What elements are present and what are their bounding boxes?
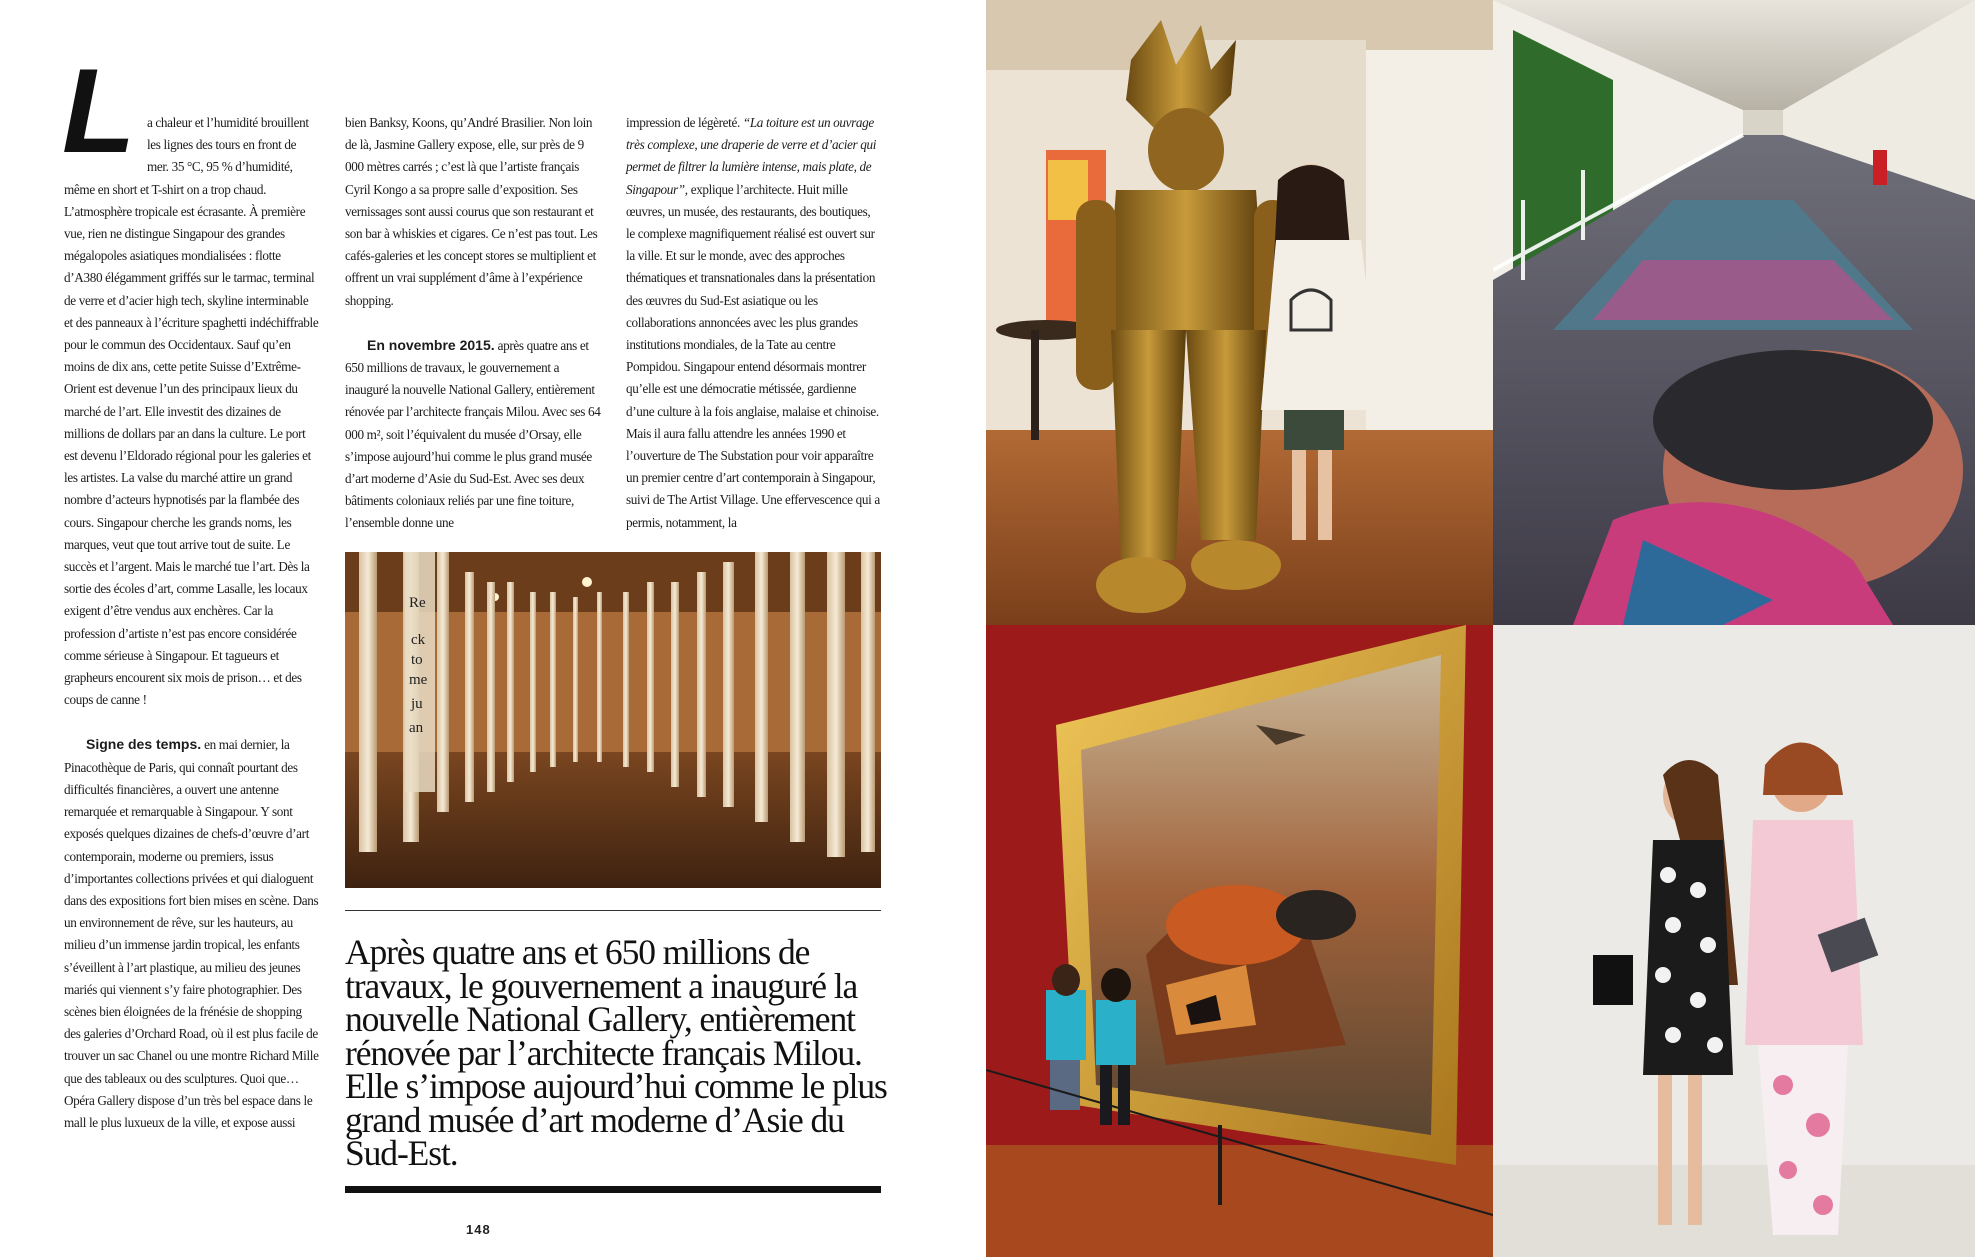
article-paragraph: bien Banksy, Koons, qu’André Brasilier. Non loin de là, Jasmine Gallery expose, elle, sur près de 9 000 mètres carrés ; c’est là que l’artiste français Cyril Kongo a sa propre salle d’exposition. Ses vernissages sont aussi courus que son restaurant et son bar à whiskies et cigares. Ce n’est pas tout. Les cafés-galeries et les concept stores se multiplient et offrent un vrai supplément d’âme à l’expérience shopping. (345, 115, 598, 308)
divider-rule-thick (345, 1186, 881, 1193)
article-column-3 (626, 112, 881, 534)
article-column-2 (345, 112, 605, 535)
photo-painting-children (986, 625, 1493, 1257)
drop-cap: L (62, 44, 135, 178)
pull-quote: Après quatre ans et 650 millions de travaux, le gouvernement a inauguré la nouvelle National Gallery, entièrement rénovée par l’architecte français Milou. Elle s’impose aujourd’hui comme le plus grand musée d’art moderne d’Asie du Sud-Est. (345, 932, 887, 1173)
photo-statue-visitor (986, 0, 1493, 625)
installation-text: ju (411, 696, 423, 712)
photo-corridor-street-art (1493, 0, 1975, 625)
installation-text: to (411, 652, 423, 668)
article-paragraph: En novembre 2015. après quatre ans et 650 millions de travaux, le gouvernement a inauguré la nouvelle National Gallery, entièrement rénovée par l’architecte français Milou. Avec ses 64 000 m², soit l’équivalent du musée d’Orsay, elle s’impose aujourd’hui comme le plus grand musée d’art moderne d’Asie du Sud-Est. Avec ses deux bâtiments coloniaux reliés par une fine toiture, l’ensemble donne une (345, 336, 601, 531)
article-paragraph: impression de légèreté. “La toiture est un ouvrage très complexe, une draperie de verre et d’acier qui permet de filtrer la lumière intense, mais plate, de Singapour”, explique l’architecte. Huit mille œuvres, un musée, des restaurants, des boutiques, le complexe magnifiquement réalisé est ouvert sur la ville. Et sur le monde, avec des approches thématiques et transnationales dans la présentation des œuvres du Sud-Est asiatique ou les collaborations annoncées avec les plus grandes institutions mondiales, de la Tate au centre Pompidou. Singapour entend désormais montrer qu’elle est une démocratie métissée, gardienne d’une culture à la fois anglaise, malaise et chinoise. Mais il aura fallu attendre les années 1990 et l’ouverture de The Substation pour voir apparaître un premier centre d’art contemporain à Singapour, suivi de The Artist Village. Une effervescence qui a permis, notamment, la (626, 115, 880, 530)
article-paragraph: La chaleur et l’humidité brouillent les lignes des tours en front de mer. 35 °C, 95 % d’humidité, même en short et T-shirt on a trop chaud. L’atmosphère tropicale est écrasante. À première vue, rien ne distingue Singapour des grandes mégalopoles asiatiques mondialisées : flotte d’A380 élégamment griffés sur le tarmac, terminal de verre et d’acier high tech, skyline interminable et des panneaux à l’écriture spaghetti indéchiffrable pour le commun des Occidentaux. Sauf qu’en moins de dix ans, cette petite Suisse d’Extrême-Orient est devenue l’un des principaux lieux du marché de l’art. Elle investit des dizaines de millions de dollars par an dans la culture. Le port est devenu l’Eldorado régional pour les galeries et les artistes. La valse du marché attire un grand nombre d’acteurs hypnotisés par la flambée des cours. Singapour cherche les grands noms, les marques, veut que tout arrive tout de suite. Le succès et l’argent. Mais le marché tue l’art. Dès la sortie des écoles d’art, comme Lasalle, les locaux exigent d’être vendus aux enchères. Car la profession d’artiste n’est pas encore considérée comme sérieuse à Singapour. Et tagueurs et grapheurs encourent six mois de prison… et des coups de canne ! (62, 44, 319, 708)
run-in-heading: Signe des temps. (86, 736, 202, 753)
photo-two-women (1493, 625, 1975, 1257)
article-column-1 (62, 44, 320, 1134)
article-page (0, 0, 986, 1257)
installation-text: an (409, 720, 424, 736)
architect-quote: “La toiture est un ouvrage très complexe, une draperie de verre et d’acier qui permet de filtrer la lumière intense, mais plate, de Singapour”, (626, 115, 877, 197)
divider-rule (345, 910, 881, 911)
installation-text: ck (411, 632, 426, 648)
installation-photo (345, 552, 881, 888)
installation-text: me (409, 672, 428, 688)
run-in-heading: En novembre 2015. (367, 336, 495, 353)
article-paragraph: Signe des temps. en mai dernier, la Pinacothèque de Paris, qui connaît pourtant des difficultés financières, a ouvert une antenne remarquée et remarquable à Singapour. Y sont exposés quelques dizaines de chefs-d’œuvre d’art contemporain, moderne ou premiers, issus d’importantes collections privées et qui dialoguent dans des expositions fort bien mises en scène. Dans un environnement de rêve, sur les hauteurs, au milieu d’un immense jardin tropical, les enfants s’éveillent à l’art plastique, au milieu des jeunes mariés qui viennent s’y faire photographier. Des scènes bien éloignées de la frénésie de shopping des galeries d’Orchard Road, où il est plus facile de trouver un sac Chanel ou une montre Richard Mille que des tableaux ou des sculptures. Quoi que… Opéra Gallery dispose d’un très bel espace dans le mall le plus luxueux de la ville, et expose aussi (64, 736, 319, 1130)
page-number: 148 (466, 1222, 491, 1237)
installation-text: Re (409, 595, 426, 611)
